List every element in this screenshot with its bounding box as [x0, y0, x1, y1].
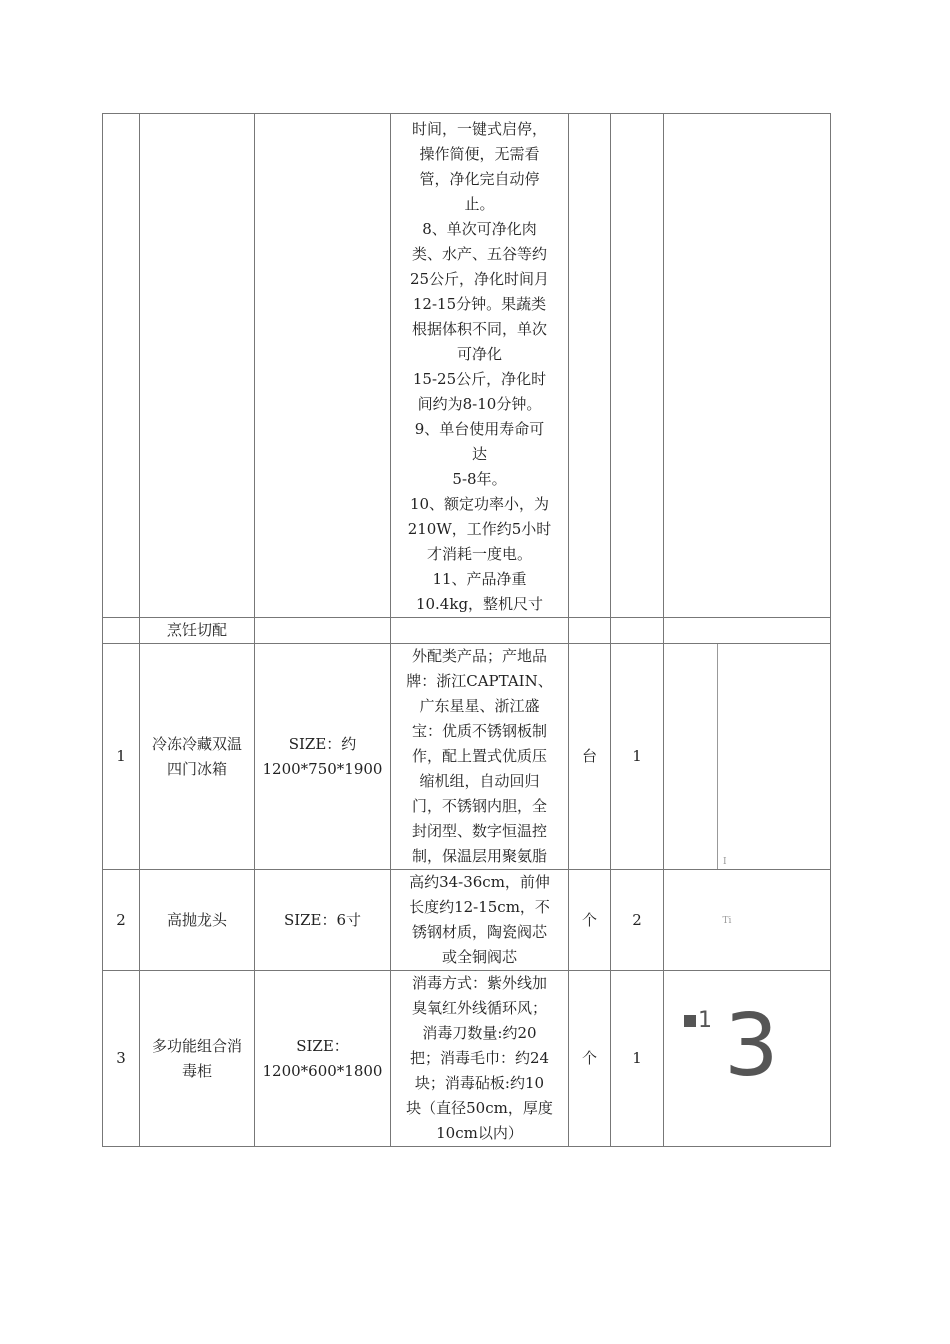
row-number: 3 [103, 971, 140, 1147]
equipment-spec-table [102, 113, 831, 1147]
item-description: 消毒方式：紫外线加 臭氧红外线循环风； 消毒刀数量:约20 把；消毒毛巾：约24 块；消毒砧板:约10 块（直径50cm，厚度 10cm以内） [391, 971, 569, 1147]
item-name: 多功能组合消 毒柜 [140, 971, 255, 1147]
scan-mark: Ti [722, 916, 732, 926]
scan-line [717, 644, 718, 869]
item-description: 高约34-36cm，前伸 长度约12-15cm，不 锈钢材质，陶瓷阀芯 或全铜阀芯 [391, 870, 569, 971]
continued-row [103, 114, 831, 618]
qty-cell [611, 114, 664, 618]
table-row [103, 870, 831, 971]
item-model: SIZE：约 1200*750*1900 [255, 644, 391, 870]
model-cell [255, 114, 391, 618]
item-name: 冷冻冷藏双温 四门冰箱 [140, 644, 255, 870]
item-unit: 个 [569, 870, 611, 971]
scan-mark: I [723, 857, 727, 867]
no-cell [103, 114, 140, 618]
remark-cell [664, 870, 831, 971]
item-unit: 台 [569, 644, 611, 870]
square-icon [684, 1015, 696, 1027]
item-unit: 个 [569, 971, 611, 1147]
category-row [103, 618, 831, 644]
table-row [103, 971, 831, 1147]
item-qty: 1 [611, 644, 664, 870]
row-number: 1 [103, 644, 140, 870]
unit-cell [569, 114, 611, 618]
scan-mark [684, 1009, 712, 1033]
remark-cell [664, 971, 831, 1147]
item-name: 高抛龙头 [140, 870, 255, 971]
item-description: 外配类产品；产地品 牌：浙江CAPTAIN、 广东星星、浙江盛 宝：优质不锈钢板制 作，配上置式优质压 缩机组，自动回归 门，不锈钢内胆，全 封闭型、数字恒温控 制，保温层用聚氨脂 [391, 644, 569, 870]
category-label: 烹饪切配 [140, 618, 255, 644]
item-qty: 1 [611, 971, 664, 1147]
name-cell [140, 114, 255, 618]
description-cell: 时间，一键式启停， 操作简便，无需看 管，净化完自动停 止。 8、单次可净化肉 类、水产、五谷等约 25公斤，净化时间月 12-15分钟。果蔬类 根据体积不同，单次 可净化 15-25公斤，净化时 间约为8-10分钟。 9、单台使用寿命可 达 5-8年。 10、额定功率小，为 210W，工作约5小时 才消耗一度电。 11、产品净重 10.4kg，整机尺寸 [391, 114, 569, 618]
remark-cell [664, 114, 831, 618]
item-qty: 2 [611, 870, 664, 971]
scan-mark-text: 1 [698, 1008, 712, 1033]
table-row [103, 644, 831, 870]
row-number: 2 [103, 870, 140, 971]
page-mark: 3 [724, 996, 779, 1096]
remark-cell [664, 644, 831, 870]
item-model: SIZE：6寸 [255, 870, 391, 971]
item-model: SIZE： 1200*600*1800 [255, 971, 391, 1147]
